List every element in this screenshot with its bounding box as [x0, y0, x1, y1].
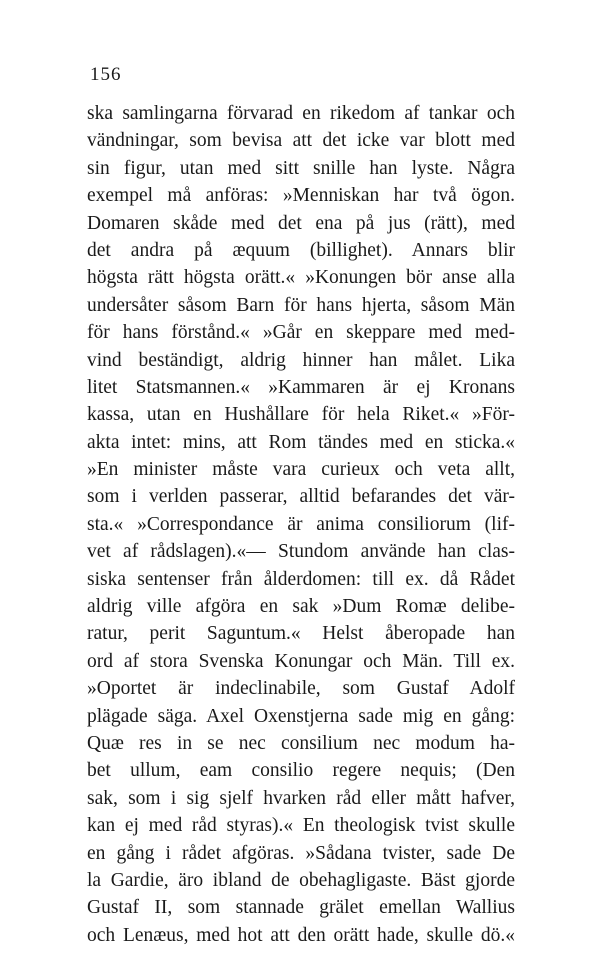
text-line: »Oportet är indeclinabile, som Gustaf Adolf [87, 678, 515, 700]
text-line: siska sentenser från ålderdomen: till ex. då Rådet [87, 568, 515, 590]
body-text [87, 100, 515, 949]
text-line: litet Statsmannen.« »Kammaren är ej Kronans [87, 376, 515, 398]
text-line: sin figur, utan med sitt snille han lyste. Några [87, 157, 515, 179]
text-line: akta intet: mins, att Rom tändes med en sticka.« [87, 431, 515, 453]
text-line: Quæ res in se nec consilium nec modum ha- [87, 732, 515, 754]
text-line: la Gardie, äro ibland de obehagligaste. Bäst gjorde [87, 869, 515, 891]
text-line: en gång i rådet afgöras. »Sådana tvister, sade De [87, 842, 515, 864]
text-line: ska samlingarna förvarad en rikedom af tankar och [87, 103, 515, 124]
text-line: för hans förstånd.« »Går en skeppare med med- [87, 322, 515, 344]
page-number: 156 [90, 64, 122, 85]
text-line: som i verlden passerar, alltid befarandes det vär- [87, 486, 515, 508]
text-line: sta.« »Correspondance är anima consiliorum (lif- [87, 513, 515, 535]
text-line: undersåter såsom Barn för hans hjerta, såsom Män [87, 294, 515, 316]
text-line: aldrig ville afgöra en sak »Dum Romæ delibe- [87, 596, 515, 618]
text-line: vind beständigt, aldrig hinner han målet. Lika [87, 349, 515, 371]
text-line: vet af rådslagen).«— Stundom använde han clas- [87, 541, 515, 563]
text-line: kan ej med råd styras).« En theologisk tvist skulle [87, 815, 515, 837]
text-line: kassa, utan en Hushållare för hela Riket.« »För- [87, 404, 515, 426]
text-line: plägade säga. Axel Oxenstjerna sade mig en gång: [87, 705, 515, 727]
text-line: högsta rätt högsta orätt.« »Konungen bör anse alla [87, 267, 515, 289]
text-line: sak, som i sig sjelf hvarken råd eller mått hafver, [87, 787, 515, 809]
text-line: vändningar, som bevisa att det icke var blott med [87, 130, 515, 152]
text-line: bet ullum, eam consilio regere nequis; (Den [87, 760, 515, 782]
text-line: exempel må anföras: »Menniskan har två ögon. [87, 185, 515, 207]
text-line: ratur, perit Saguntum.« Helst åberopade han [87, 623, 515, 645]
text-line: och Lenæus, med hot att den orätt hade, skulle dö.« [87, 924, 515, 946]
text-line: Gustaf II, som stannade grälet emellan Wallius [87, 897, 515, 919]
text-line: det andra på æquum (billighet). Annars blir [87, 239, 515, 261]
text-line: Domaren skåde med det ena på jus (rätt), med [87, 212, 515, 234]
text-line: ord af stora Svenska Konungar och Män. Till ex. [87, 650, 515, 672]
text-line: »En minister måste vara curieux och veta allt, [87, 459, 515, 481]
